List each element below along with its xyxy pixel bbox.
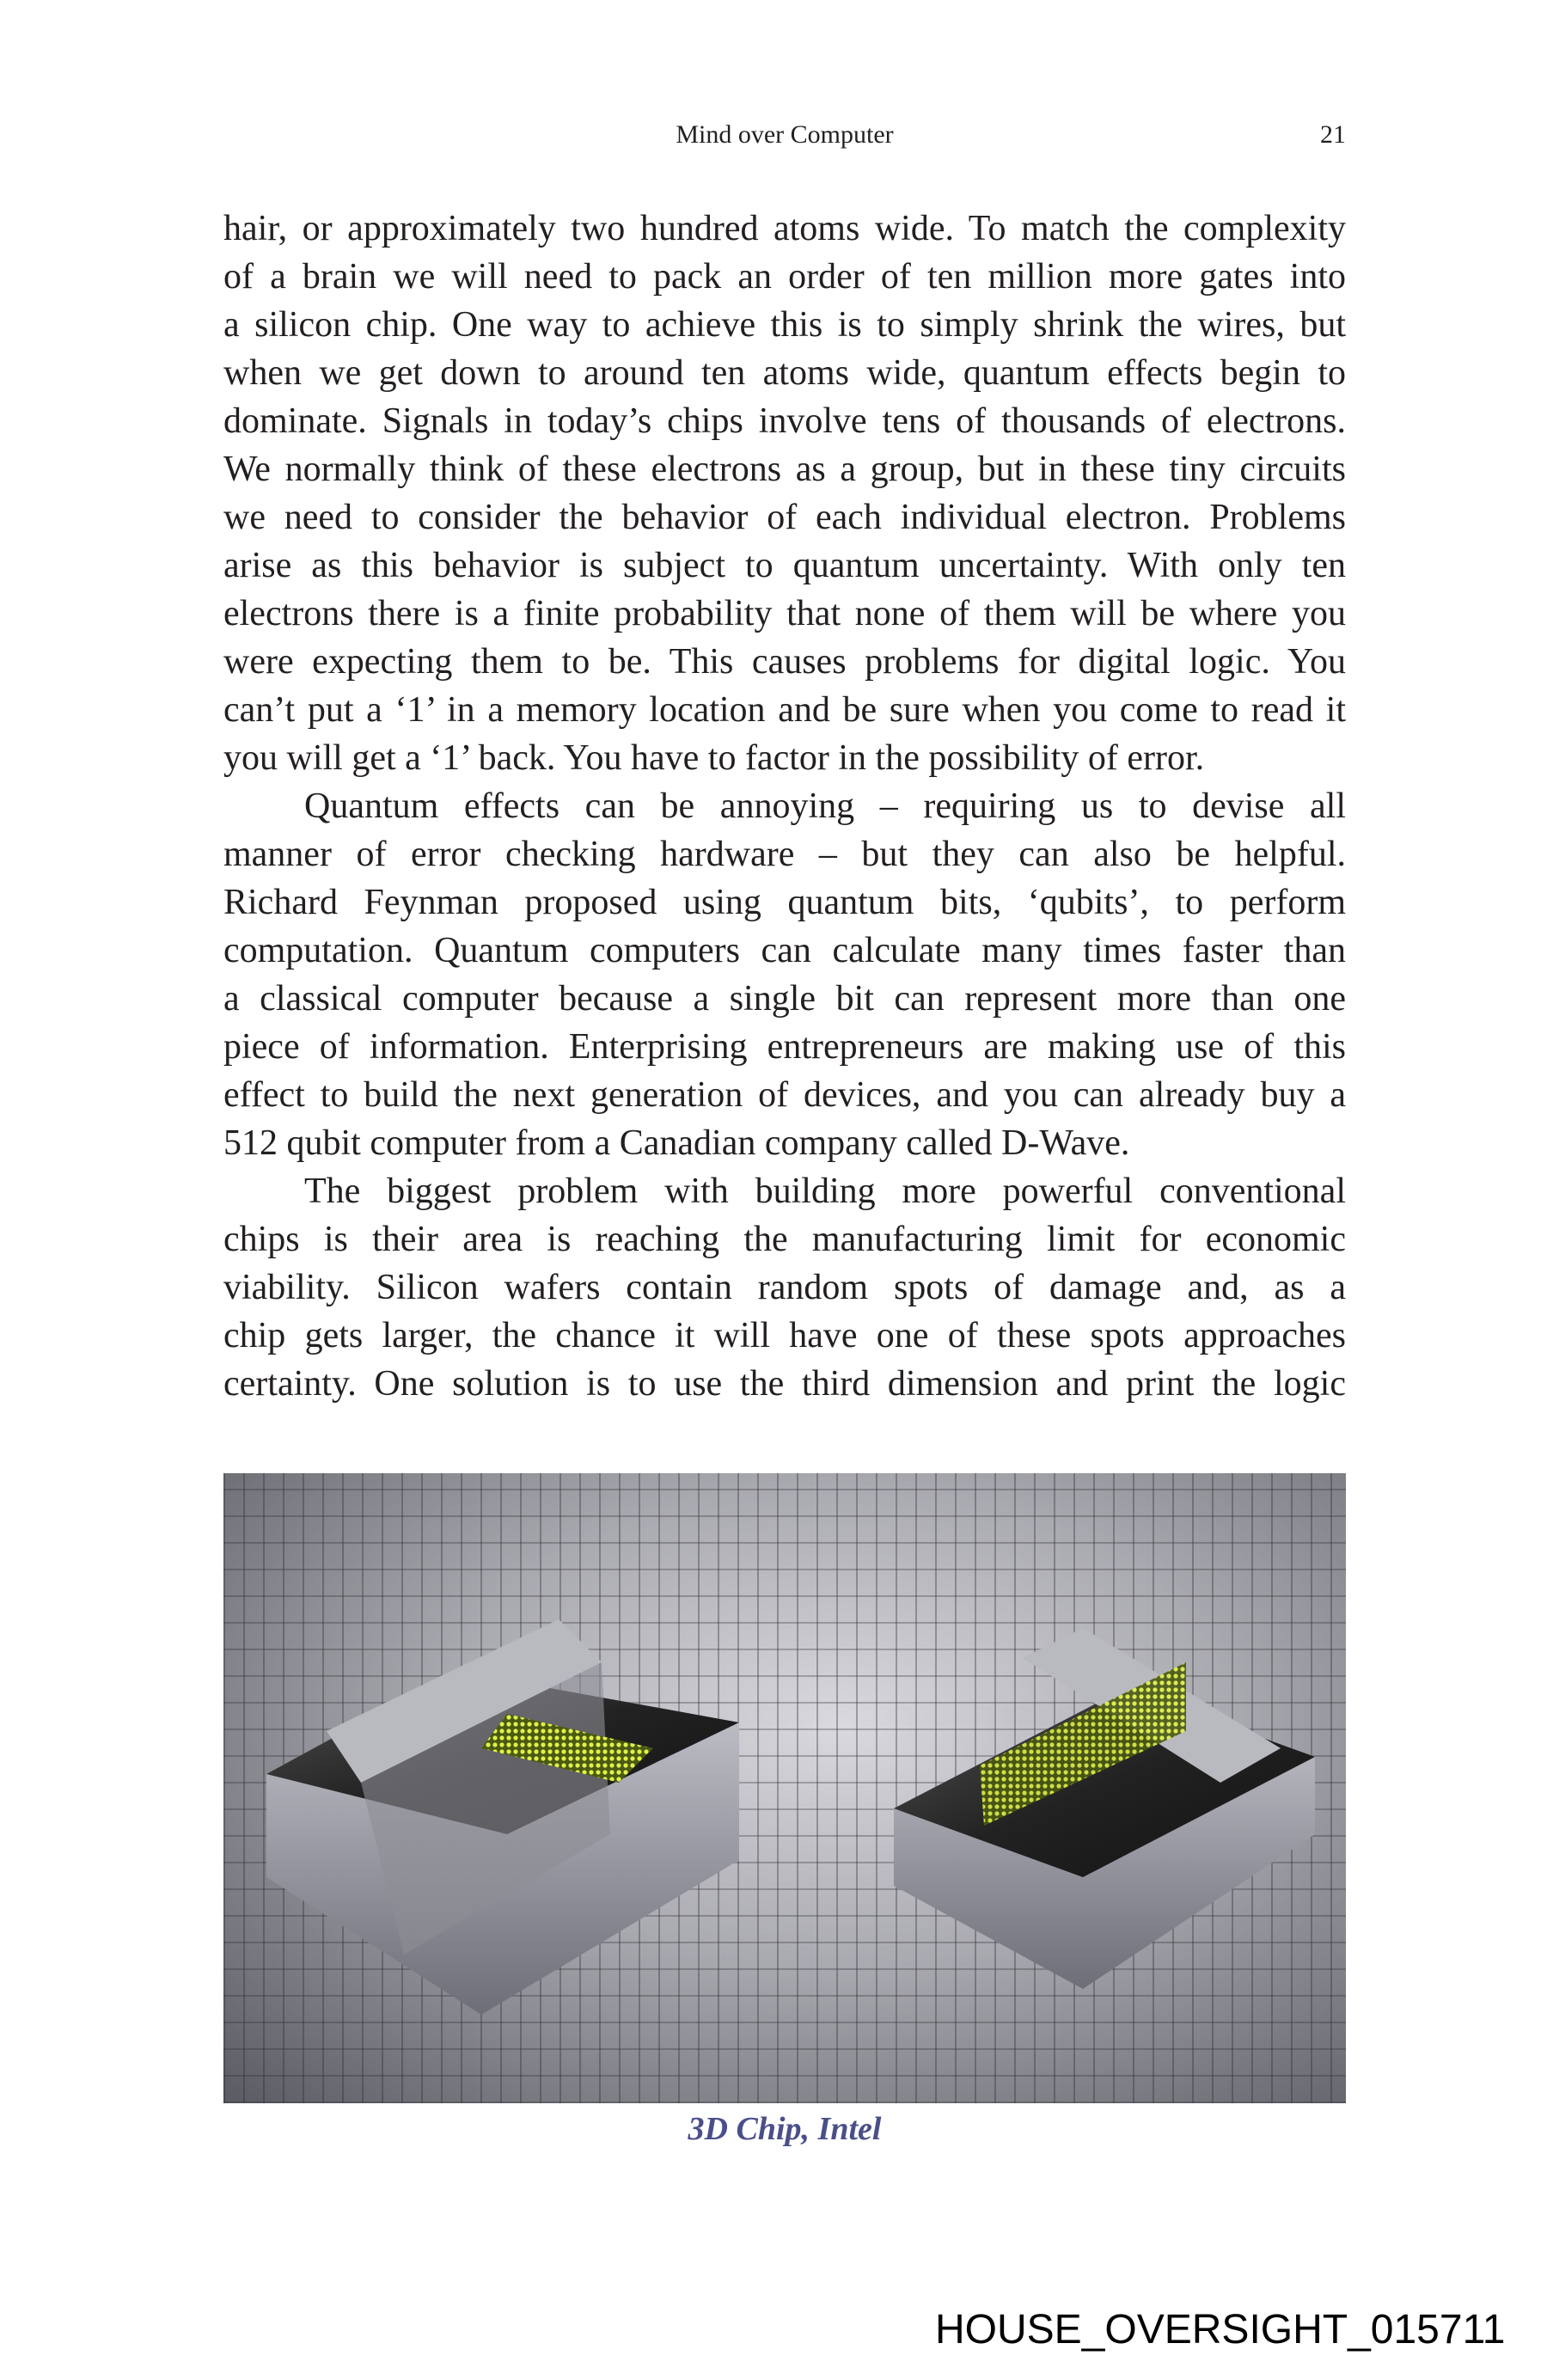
text-line: we need to consider the behavior of each individual electron. Problems — [223, 498, 1346, 537]
running-title: Mind over Computer — [676, 120, 894, 149]
text-line: Quantum effects can be annoying – requiring us to devise all — [304, 786, 1346, 826]
text-line: electrons there is a finite probability that none of them will be where you — [223, 594, 1346, 633]
text-line: chip gets larger, the chance it will have one of these spots approaches — [223, 1316, 1346, 1355]
body-text — [223, 205, 1346, 1408]
text-line: arise as this behavior is subject to quantum uncertainty. With only ten — [223, 546, 1346, 585]
text-line: viability. Silicon wafers contain random spots of damage and, as a — [223, 1268, 1346, 1307]
text-line: effect to build the next generation of devices, and you can already buy a — [223, 1075, 1346, 1115]
text-line: a silicon chip. One way to achieve this is to simply shrink the wires, but — [223, 305, 1346, 345]
text-line: piece of information. Enterprising entrepreneurs are making use of this — [223, 1027, 1346, 1067]
text-line: The biggest problem with building more powerful conventional — [304, 1172, 1346, 1211]
text-line: computation. Quantum computers can calculate many times faster than — [223, 931, 1346, 970]
text-line: a classical computer because a single bit can represent more than one — [223, 979, 1346, 1019]
figure-caption: 3D Chip, Intel — [688, 2111, 882, 2147]
text-line: certainty. One solution is to use the third dimension and print the logic — [223, 1364, 1346, 1404]
text-line: of a brain we will need to pack an order of ten million more gates into — [223, 257, 1346, 297]
text-line: when we get down to around ten atoms wide, quantum effects begin to — [223, 353, 1346, 393]
page-number: 21 — [1320, 120, 1346, 149]
text-line: you will get a ‘1’ back. You have to factor in the possibility of error. — [223, 738, 1205, 778]
text-line: chips is their area is reaching the manufacturing limit for economic — [223, 1220, 1346, 1259]
text-line: dominate. Signals in today’s chips involve tens of thousands of electrons. — [223, 401, 1346, 441]
text-line: Richard Feynman proposed using quantum bits, ‘qubits’, to perform — [223, 883, 1346, 922]
text-line: can’t put a ‘1’ in a memory location and be sure when you come to read it — [223, 690, 1346, 730]
text-line: were expecting them to be. This causes problems for digital logic. You — [223, 642, 1346, 682]
bates-stamp: HOUSE_OVERSIGHT_015711 — [935, 2307, 1506, 2352]
text-line: manner of error checking hardware – but they can also be helpful. — [223, 835, 1346, 874]
running-header — [223, 120, 1346, 158]
chip-illustration — [223, 1473, 1346, 2103]
text-line: We normally think of these electrons as a group, but in these tiny circuits — [223, 450, 1346, 489]
text-line: 512 qubit computer from a Canadian company called D-Wave. — [223, 1123, 1130, 1163]
text-line: hair, or approximately two hundred atoms wide. To match the complexity — [223, 209, 1346, 248]
figure-3d-chip-image — [223, 1473, 1346, 2103]
